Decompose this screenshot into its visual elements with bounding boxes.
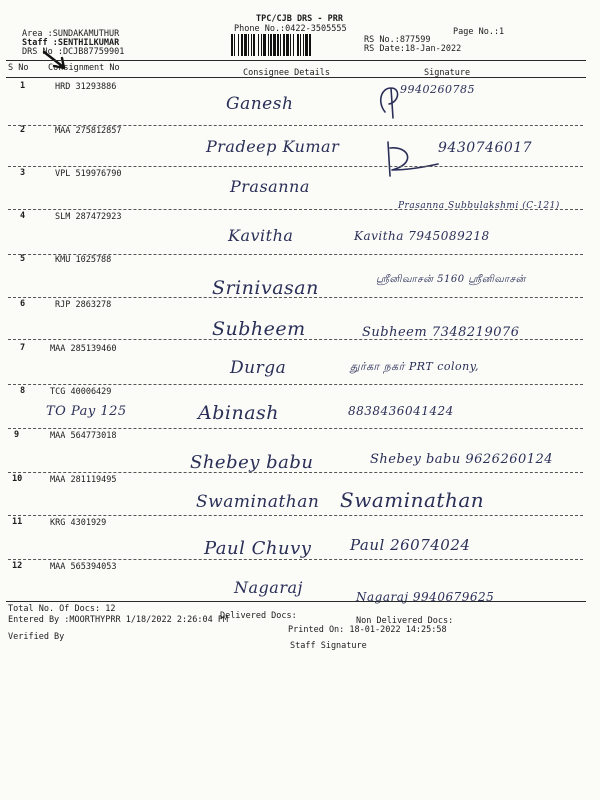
row-sno: 4 (20, 211, 26, 221)
consignee-name: Swaminathan (196, 492, 320, 512)
consignment-number: MAA 565394053 (50, 562, 117, 572)
row-sno: 7 (20, 343, 26, 353)
consignee-name: Subheem (212, 318, 306, 340)
consignment-number: MAA 281119495 (50, 475, 117, 485)
row-sno: 12 (12, 561, 23, 571)
rs-number: RS No.:877599 (364, 35, 431, 45)
row-sno: 5 (20, 254, 26, 264)
consignment-number: MAA 564773018 (50, 431, 117, 441)
area-field: Area :SUNDAKAMUTHUR (22, 29, 120, 39)
consignee-name: Abinash (198, 402, 280, 424)
col-consignment: Consignment No (48, 63, 120, 73)
consignee-name: Ganesh (226, 94, 294, 114)
entered-by: Entered By :MOORTHYPRR 1/18/2022 2:26:04 PM (8, 615, 229, 625)
staff-signature: Staff Signature (290, 641, 367, 651)
total-docs: Total No. Of Docs: 12 (8, 604, 116, 614)
rs-date: RS Date:18-Jan-2022 (364, 44, 462, 54)
signature: Subheem 7348219076 (362, 325, 520, 340)
consignee-name: Paul Chuvy (204, 538, 312, 559)
signature: Swaminathan (340, 488, 485, 512)
consignee-name: Nagaraj (234, 578, 303, 597)
row-sno: 9 (14, 430, 20, 440)
consignment-number: KMU 1025788 (55, 255, 112, 265)
row-sno: 3 (20, 168, 26, 178)
consignment-number: VPL 519976790 (55, 169, 122, 179)
signature: 9940260785 (400, 83, 475, 96)
signature: துர்கா நகர் PRT colony, (350, 360, 479, 373)
consignee-name: Shebey babu (190, 452, 314, 473)
consignee-name: Srinivasan (212, 277, 319, 299)
verified-by: Verified By (8, 632, 65, 642)
col-consignee: Consignee Details (243, 68, 330, 78)
consignment-number: TCG 40006429 (50, 387, 112, 397)
row-sno: 11 (12, 517, 23, 527)
signature: ஸ்ரீனிவாசன் 5160 ஸ்ரீனிவாசன் (376, 274, 526, 285)
row-sno: 8 (20, 386, 26, 396)
row-sno: 2 (20, 125, 26, 135)
consignment-number: RJP 2863278 (55, 300, 112, 310)
drs-number: DRS No :DCJB87759901 (22, 47, 125, 57)
consignment-number: KRG 4301929 (50, 518, 107, 528)
consignment-number: MAA 285139460 (50, 344, 117, 354)
staff-label: Staff : (22, 38, 58, 48)
signature: Kavitha 7945089218 (354, 229, 490, 243)
row-sno: 10 (12, 474, 23, 484)
delivered-docs: Delivered Docs: (220, 611, 297, 621)
signature: Paul 26074024 (350, 536, 471, 554)
signature: Nagaraj 9940679625 (356, 590, 495, 604)
consignment-number: SLM 287472923 (55, 212, 122, 222)
row-sno: 1 (20, 81, 26, 91)
row-sno: 6 (20, 299, 26, 309)
signature: Shebey babu 9626260124 (370, 452, 554, 467)
consignment-number: HRD 31293886 (55, 82, 117, 92)
col-signature: Signature (424, 68, 471, 78)
barcode-icon (231, 34, 356, 56)
non-delivered-docs: Non Delivered Docs: (356, 616, 454, 626)
consignee-name: Kavitha (228, 226, 294, 245)
consignee-name: Durga (230, 358, 287, 378)
col-sno: S No (8, 63, 29, 73)
document-title: TPC/CJB DRS - PRR (256, 14, 343, 24)
signature: 9430746017 (438, 140, 533, 156)
signature-scribble (380, 140, 440, 180)
consignment-number: MAA 275812857 (55, 126, 122, 136)
signature-scribble (375, 82, 405, 122)
to-pay-note: TO Pay 125 (46, 404, 127, 419)
consignee-name: Pradeep Kumar (206, 137, 340, 156)
page-number: Page No.:1 (453, 27, 505, 37)
signature: 8838436041424 (348, 404, 454, 418)
phone-number: Phone No.:0422-3505555 (234, 24, 347, 34)
staff-name: SENTHILKUMAR (57, 38, 120, 48)
signature: Prasanna Subbulakshmi (C-121) (398, 201, 560, 211)
printed-on: Printed On: 18-01-2022 14:25:58 (288, 625, 447, 635)
consignee-name: Prasanna (230, 177, 310, 196)
